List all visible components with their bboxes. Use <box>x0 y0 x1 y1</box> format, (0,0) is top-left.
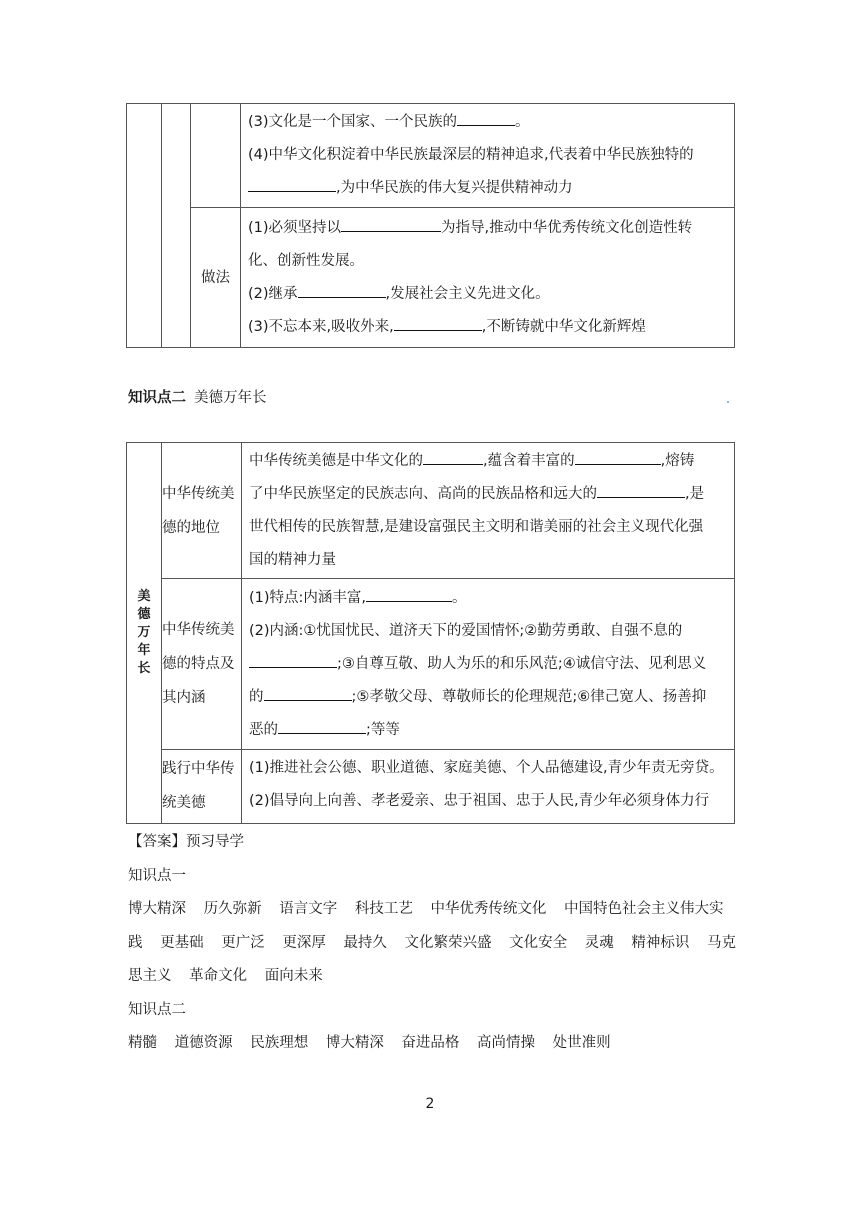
table1-col-a <box>127 104 162 348</box>
answer-blank <box>457 107 515 126</box>
text-line: (2)内涵:①忧国忧民、道济天下的爱国情怀;②勤劳勇敢、自强不息的 <box>249 622 683 639</box>
answer-blank <box>341 213 441 232</box>
text-line: 恶的 ;等等 <box>249 714 728 747</box>
answer-word: 文化安全 <box>509 934 568 951</box>
row-content-practice-virtue <box>242 750 735 824</box>
answer-word: 科技工艺 <box>354 901 413 917</box>
answer-word: 博大精深 <box>128 901 186 917</box>
row-label-practice: 做法 <box>191 208 241 348</box>
row-label-practice-virtue: 践行中华传统美德 <box>162 750 242 824</box>
answer-blank <box>423 446 483 465</box>
text-line: 国的精神力量 <box>249 551 336 568</box>
section-title: 美德万年长 <box>194 390 267 406</box>
answer-blank <box>249 649 337 668</box>
side-label: 美德万年长 <box>137 589 151 676</box>
answer-blank <box>575 446 661 465</box>
answer-word: 高尚情操 <box>477 1035 536 1051</box>
answer-word: 最持久 <box>343 934 387 951</box>
table1-row1-content <box>241 104 735 208</box>
table1-col-b <box>162 104 191 348</box>
text-line: (2)倡导向上向善、孝老爱亲、忠于祖国、忠于人民,青少年必须身体力行 <box>249 793 710 809</box>
section-heading <box>128 386 267 407</box>
answer-word: 更基础 <box>160 934 204 951</box>
answer-word: 历久弥新 <box>203 901 262 917</box>
text-line: 化、创新性发展。 <box>248 252 364 269</box>
answer-word: 博大精深 <box>325 1035 384 1051</box>
text-line: (1)特点:内涵丰富, 。 <box>249 582 728 615</box>
answer-word: 灵魂 <box>584 934 614 951</box>
text-line: (1)推进社会公德、职业道德、家庭美德、个人品德建设,青少年责无旁贷。 <box>249 760 724 776</box>
answer-word: 更深厚 <box>282 934 326 951</box>
text-line: (2)继承 ,发展社会主义先进文化。 <box>248 278 728 311</box>
answer-word: 面向未来 <box>264 968 323 984</box>
speck-mark <box>727 401 729 403</box>
answer-word: 文化繁荣兴盛 <box>404 934 492 951</box>
answer-title: 【答案】预习导学 <box>128 834 244 850</box>
answer-word: 道德资源 <box>174 1035 233 1051</box>
answer-word: 中国特色社会主义伟大实践 <box>128 901 724 951</box>
answer-word: 马克思主义 <box>128 934 736 984</box>
answer-blank <box>597 479 685 498</box>
table1-label-empty <box>191 104 241 208</box>
answer-section <box>128 826 738 1061</box>
answer-blank <box>248 173 336 192</box>
answer-word: 革命文化 <box>189 968 248 984</box>
answer-blank <box>264 682 352 701</box>
answer-k1-label: 知识点一 <box>128 867 186 884</box>
text-line: 了中华民族坚定的民族志向、高尚的民族品格和远大的 ,是 <box>249 478 728 511</box>
answer-blank <box>394 312 482 331</box>
answer-k1-words <box>128 893 738 994</box>
text-line: ,为中华民族的伟大复兴提供精神动力 <box>248 172 728 205</box>
text-line: (3)不忘本来,吸收外来, ,不断铸就中华文化新辉煌 <box>248 311 728 344</box>
answer-word: 奋进品格 <box>401 1035 460 1051</box>
side-label-cell <box>127 443 162 824</box>
answer-word: 语言文字 <box>279 901 338 917</box>
answer-word: 处世准则 <box>552 1035 611 1051</box>
knowledge-table-2 <box>126 442 735 824</box>
answer-word: 精神标识 <box>631 934 690 951</box>
knowledge-table-1 <box>126 103 735 348</box>
answer-word: 民族理想 <box>250 1035 309 1051</box>
text-line: (1)必须坚持以 为指导,推动中华优秀传统文化创造性转 <box>248 212 728 245</box>
text-line: ;③自尊互敬、助人为乐的和乐风范;④诚信守法、见利思义 <box>249 648 728 681</box>
row-content-features <box>242 579 735 750</box>
answer-blank <box>366 583 452 602</box>
answer-word: 精髓 <box>128 1035 157 1051</box>
answer-blank <box>278 715 366 734</box>
table1-row2-content <box>241 208 735 348</box>
answer-word: 更广泛 <box>221 934 265 951</box>
text-line: 的 ;⑤孝敬父母、尊敬师长的伦理规范;⑥律己宽人、扬善抑 <box>249 681 728 714</box>
page-number: 2 <box>425 1096 435 1112</box>
row-content-status <box>242 443 735 579</box>
answer-blank <box>298 279 386 298</box>
answer-word: 中华优秀传统文化 <box>430 901 547 917</box>
text-line: 中华传统美德是中华文化的 ,蕴含着丰富的 ,熔铸 <box>249 445 728 478</box>
text-line: (4)中华文化积淀着中华民族最深层的精神追求,代表着中华民族独特的 <box>248 147 694 163</box>
row-label-status: 中华传统美德的地位 <box>162 443 242 579</box>
section-label: 知识点二 <box>128 390 186 406</box>
text-line: 世代相传的民族智慧,是建设富强民主文明和谐美丽的社会主义现代化强 <box>249 518 704 535</box>
row-label-features: 中华传统美德的特点及其内涵 <box>162 579 242 750</box>
text-line: (3)文化是一个国家、一个民族的 。 <box>248 106 728 139</box>
answer-k2-words <box>128 1027 738 1061</box>
answer-k2-label: 知识点二 <box>128 1001 186 1018</box>
